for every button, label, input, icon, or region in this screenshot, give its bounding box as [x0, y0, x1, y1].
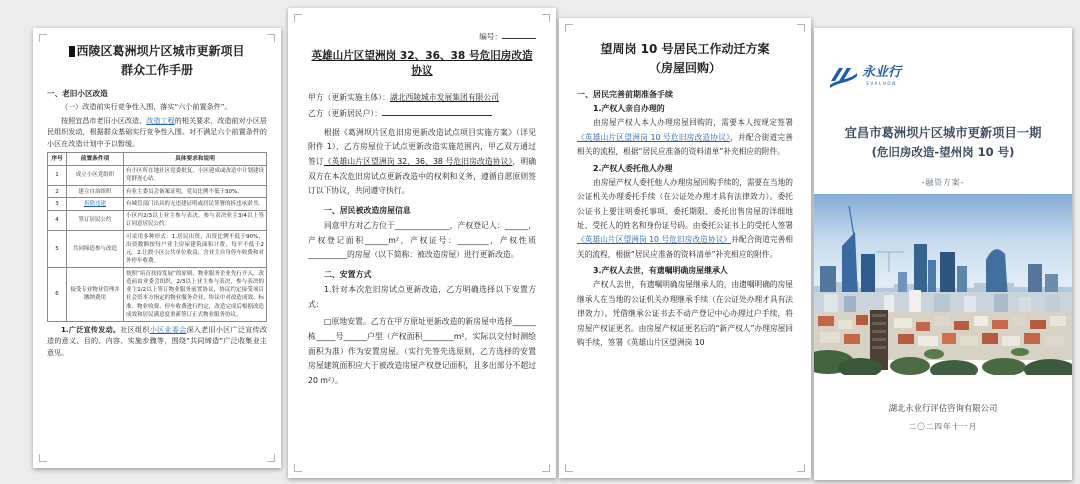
- col-header: 具体要求和说明: [124, 153, 267, 166]
- plan-title-line1: 望周岗 10 号居民工作动迁方案: [600, 42, 770, 56]
- page-corner-mark: [294, 464, 302, 472]
- paragraph: （一）改造前实行竞争性入围，落实“六个前置条件”。: [61, 102, 232, 112]
- paragraph: [47, 324, 267, 358]
- inline-link: 《英雄山片区望洲岗 10 号危旧房改造协议》: [577, 132, 731, 142]
- sub-heading: 1.产权人亲自办理的: [593, 104, 665, 114]
- sub-heading: 3.产权人去世，有遗嘱明确房屋继承人: [593, 266, 728, 276]
- section-heading: 二、安置方式: [324, 269, 372, 279]
- text-segment: 社区组织: [120, 324, 150, 334]
- plan-title-line2: （房屋回购）: [648, 60, 721, 75]
- row-item: 接受专业物业管理并缴纳费用: [67, 268, 124, 322]
- inline-link: 改造工程: [146, 115, 175, 125]
- party-a-line: [308, 90, 536, 106]
- page-cover: [814, 28, 1072, 480]
- text-segment: 的相关要求，改造前对小区居民组织发动，根据群众基础实行竞争性入围。对不满足六个前置条件的小区在改造计划中予以暂缓。: [47, 115, 268, 148]
- page-corner-mark: [294, 14, 302, 22]
- text-segment: 深入老旧小区广泛宣传改造的意义、目的、内容、实施步骤等，围绕“共同缔造”广泛收集业主意见。: [47, 324, 267, 357]
- logo-text-cn: 永业行: [862, 65, 902, 80]
- paragraph-option: □原地安置。乙方在甲方原址更新改造的新房屋中选择______栋_____号______户型（产权面积________m²，实际以交付时测绘面积为准）作为安置房屋。（实行先签先选原则，乙方选择的安置房屋建筑面积应大于被改造房屋产权登记面积，且多出部分不超过 20 m²）。: [308, 317, 536, 385]
- row-detail: 有业主委员会备案证明，党员比例不低于30%。: [124, 186, 267, 198]
- table-row: [48, 186, 267, 198]
- party-a-value: 湖北西陵城市发展集团有限公司: [389, 93, 500, 102]
- company-logo: [828, 66, 901, 92]
- text-segment: 由房屋产权人本人办理房屋回购的，需要本人按规定签署: [593, 118, 793, 128]
- cover-title-line2: (危旧房改造-望州岗 10 号): [871, 145, 1015, 159]
- page-corner-mark: [797, 464, 805, 472]
- row-item: [67, 198, 124, 210]
- text-segment: 由房屋产权人委托他人办理房屋回购手续的，需要在当地的公证机关办理委托手续（在公证处办理才具有法律效力）。委托公证书上要注明委托事项、委托期限、委托出售房屋的详细地址、受托人的姓名和身份证号码。由委托公证书上的受托人签署: [577, 177, 793, 230]
- inline-link: 《英雄山片区望洲岗 10 号危旧房改造协议》: [577, 235, 732, 245]
- row-no: 2: [48, 186, 67, 198]
- selection-mark: [69, 46, 75, 57]
- preconditions-table: [47, 152, 267, 322]
- table-row: [48, 165, 267, 186]
- row-no: 1: [48, 165, 67, 186]
- cover-title-line1: 宜昌市葛洲坝片区城市更新项目一期: [844, 126, 1042, 140]
- paragraph: [47, 115, 267, 149]
- page-corner-mark: [542, 14, 550, 22]
- handbook-title-line2: 群众工作手册: [120, 62, 193, 77]
- table-row: [48, 231, 267, 268]
- page-corner-mark: [565, 464, 573, 472]
- page-handbook: [33, 28, 281, 468]
- plan-title: [577, 40, 793, 77]
- text-segment-bold: 1.广泛宣传发动。: [61, 324, 121, 334]
- logo-text-latin: EVALHON: [866, 81, 897, 86]
- page-corner-mark: [542, 464, 550, 472]
- row-detail: 可采用多种形式：1.居民出资，出资比例不低于90%，出资数额按每户业主房屋建筑面积计费，每平不低于2元。2.让渡小区公共单位收益，含业主自身停车收费和对外停车收费。: [124, 231, 267, 268]
- table-row: [48, 198, 267, 210]
- page-corner-mark: [39, 34, 47, 42]
- row-item: 成立小区党组织: [67, 165, 124, 186]
- doc-number-line: [308, 30, 536, 42]
- page-corner-mark: [267, 34, 275, 42]
- row-no: 6: [48, 268, 67, 322]
- text-segment: 按照宜昌市老旧小区改造、: [61, 115, 147, 125]
- paragraph: [577, 176, 793, 263]
- inline-link: 小区业委会: [149, 324, 187, 334]
- party-a-label: 甲方（更新实施主体）：: [308, 93, 390, 102]
- logo-mark-icon: [828, 66, 858, 92]
- handbook-title-line1: 西陵区葛洲坝片区城市更新项目: [76, 44, 245, 58]
- page-corner-mark: [267, 454, 275, 462]
- row-item: 签订居民公约: [67, 210, 124, 231]
- text-segment: 根据《葛洲坝片区危旧房更新改造试点项目实施方案》（详见附件 1），乙方房屋位于试点更新改造实施范围内，甲乙双方通过签订: [308, 127, 536, 167]
- row-no: 4: [48, 210, 67, 231]
- col-header: 前置条件项: [67, 153, 124, 166]
- row-item: 建立自治组织: [67, 186, 124, 198]
- cover-date: 二〇二四年十一月: [908, 422, 978, 431]
- doc-number-blank: [502, 30, 536, 39]
- page-agreement: [288, 8, 556, 478]
- party-b-blank: [382, 107, 492, 116]
- inline-link: 拆除违建: [83, 200, 106, 207]
- row-item: 共同缔造参与改造: [67, 231, 124, 268]
- table-row: [48, 268, 267, 322]
- referenced-doc: 《英雄山片区望洲岗 32、36、38 号危旧房改造协议》: [323, 157, 513, 167]
- col-header: 序号: [48, 153, 67, 166]
- doc-number-label: 编号：: [479, 32, 502, 41]
- row-detail: 小区内2/3以上业主参与表决，参与表决业主3/4以上签订同意居民公约。: [124, 210, 267, 231]
- row-detail: 有城管部门出具的无违建证明或居民签署的拆违承诺书。: [124, 198, 267, 210]
- party-b-line: [308, 106, 536, 122]
- section-heading: 一、居民被改造房屋信息: [324, 206, 411, 215]
- paragraph: 同意甲方对乙方位于______________，产权登记人：______，产权登记面积______m²，产权证号：________，产权性质__________的房屋（以下简称：被改造房屋）进行更新改造。: [308, 221, 536, 260]
- page-corner-mark: [565, 24, 573, 32]
- text-segment: 并配合街道完善相关的流程，根据“居民应准备的资料清单”补充相应的附件。: [577, 235, 793, 259]
- party-b-label: 乙方（更新居民户）：: [308, 109, 383, 119]
- page-corner-mark: [39, 454, 47, 462]
- section-heading: 一、老旧小区改造: [47, 89, 108, 99]
- row-detail: 按照“培育扶持发展”的原则，物业服务企业先行介入，改造前由业委会组织，2/3以上业主参与表决，参与表决的业主1/2以上签订物业服务前置协议，协议约定接受项目社会资本方指定的物业服务企业，协议中对改造成效、标准、物业收费、停车收费进行约定，改造完成后根据改造成效和居民满意度重新签订正式物业服务协议。: [124, 268, 267, 322]
- city-skyline-photo: [814, 194, 1072, 375]
- section-heading: 一、居民完善前期准备手续: [577, 90, 673, 100]
- text-segment: ，并配合街道完善相关的流程，根据“居民应准备的资料清单”补充相应的附件。: [577, 132, 793, 157]
- paragraph: 产权人去世，有遗嘱明确房屋继承人的，由遗嘱明确的房屋继承人在当地的公证机关办理继承手续（在公证处办理才具有法律效力）。凭借继承公证书去不动产登记中心办理过户手续，将房屋产权证更名。由房屋产权证更名后的“新产权人”办理房屋回购手续，签署《英雄山片区望洲岗 10: [577, 280, 793, 348]
- text-segment: ，明确双方在本次危旧房试点更新改造中的权利和义务，遵循自愿原则签订以下协议，共同遵守执行。: [308, 157, 537, 196]
- paragraph: 1.针对本次危旧房试点更新改造，乙方明确选择以下安置方式：: [308, 284, 536, 309]
- table-header-row: [48, 153, 267, 166]
- page-corner-mark: [797, 24, 805, 32]
- handbook-title: [47, 42, 267, 79]
- cover-subtitle: -融资方案-: [921, 178, 965, 187]
- row-detail: 有小区所在地社区党委批复，小区建成或改造中计划建设党群连心站。: [124, 165, 267, 186]
- paragraph: [577, 116, 793, 159]
- table-row: [48, 210, 267, 231]
- page-relocation-plan: [559, 18, 811, 478]
- cover-company: 湖北永业行评估咨询有限公司: [888, 403, 998, 413]
- agreement-title: 英雄山片区望洲岗 32、36、38 号危旧房改造协议: [311, 50, 533, 77]
- row-no: 3: [48, 198, 67, 210]
- row-no: 5: [48, 231, 67, 268]
- paragraph: [308, 126, 536, 199]
- sub-heading: 2.产权人委托他人办理: [593, 163, 673, 173]
